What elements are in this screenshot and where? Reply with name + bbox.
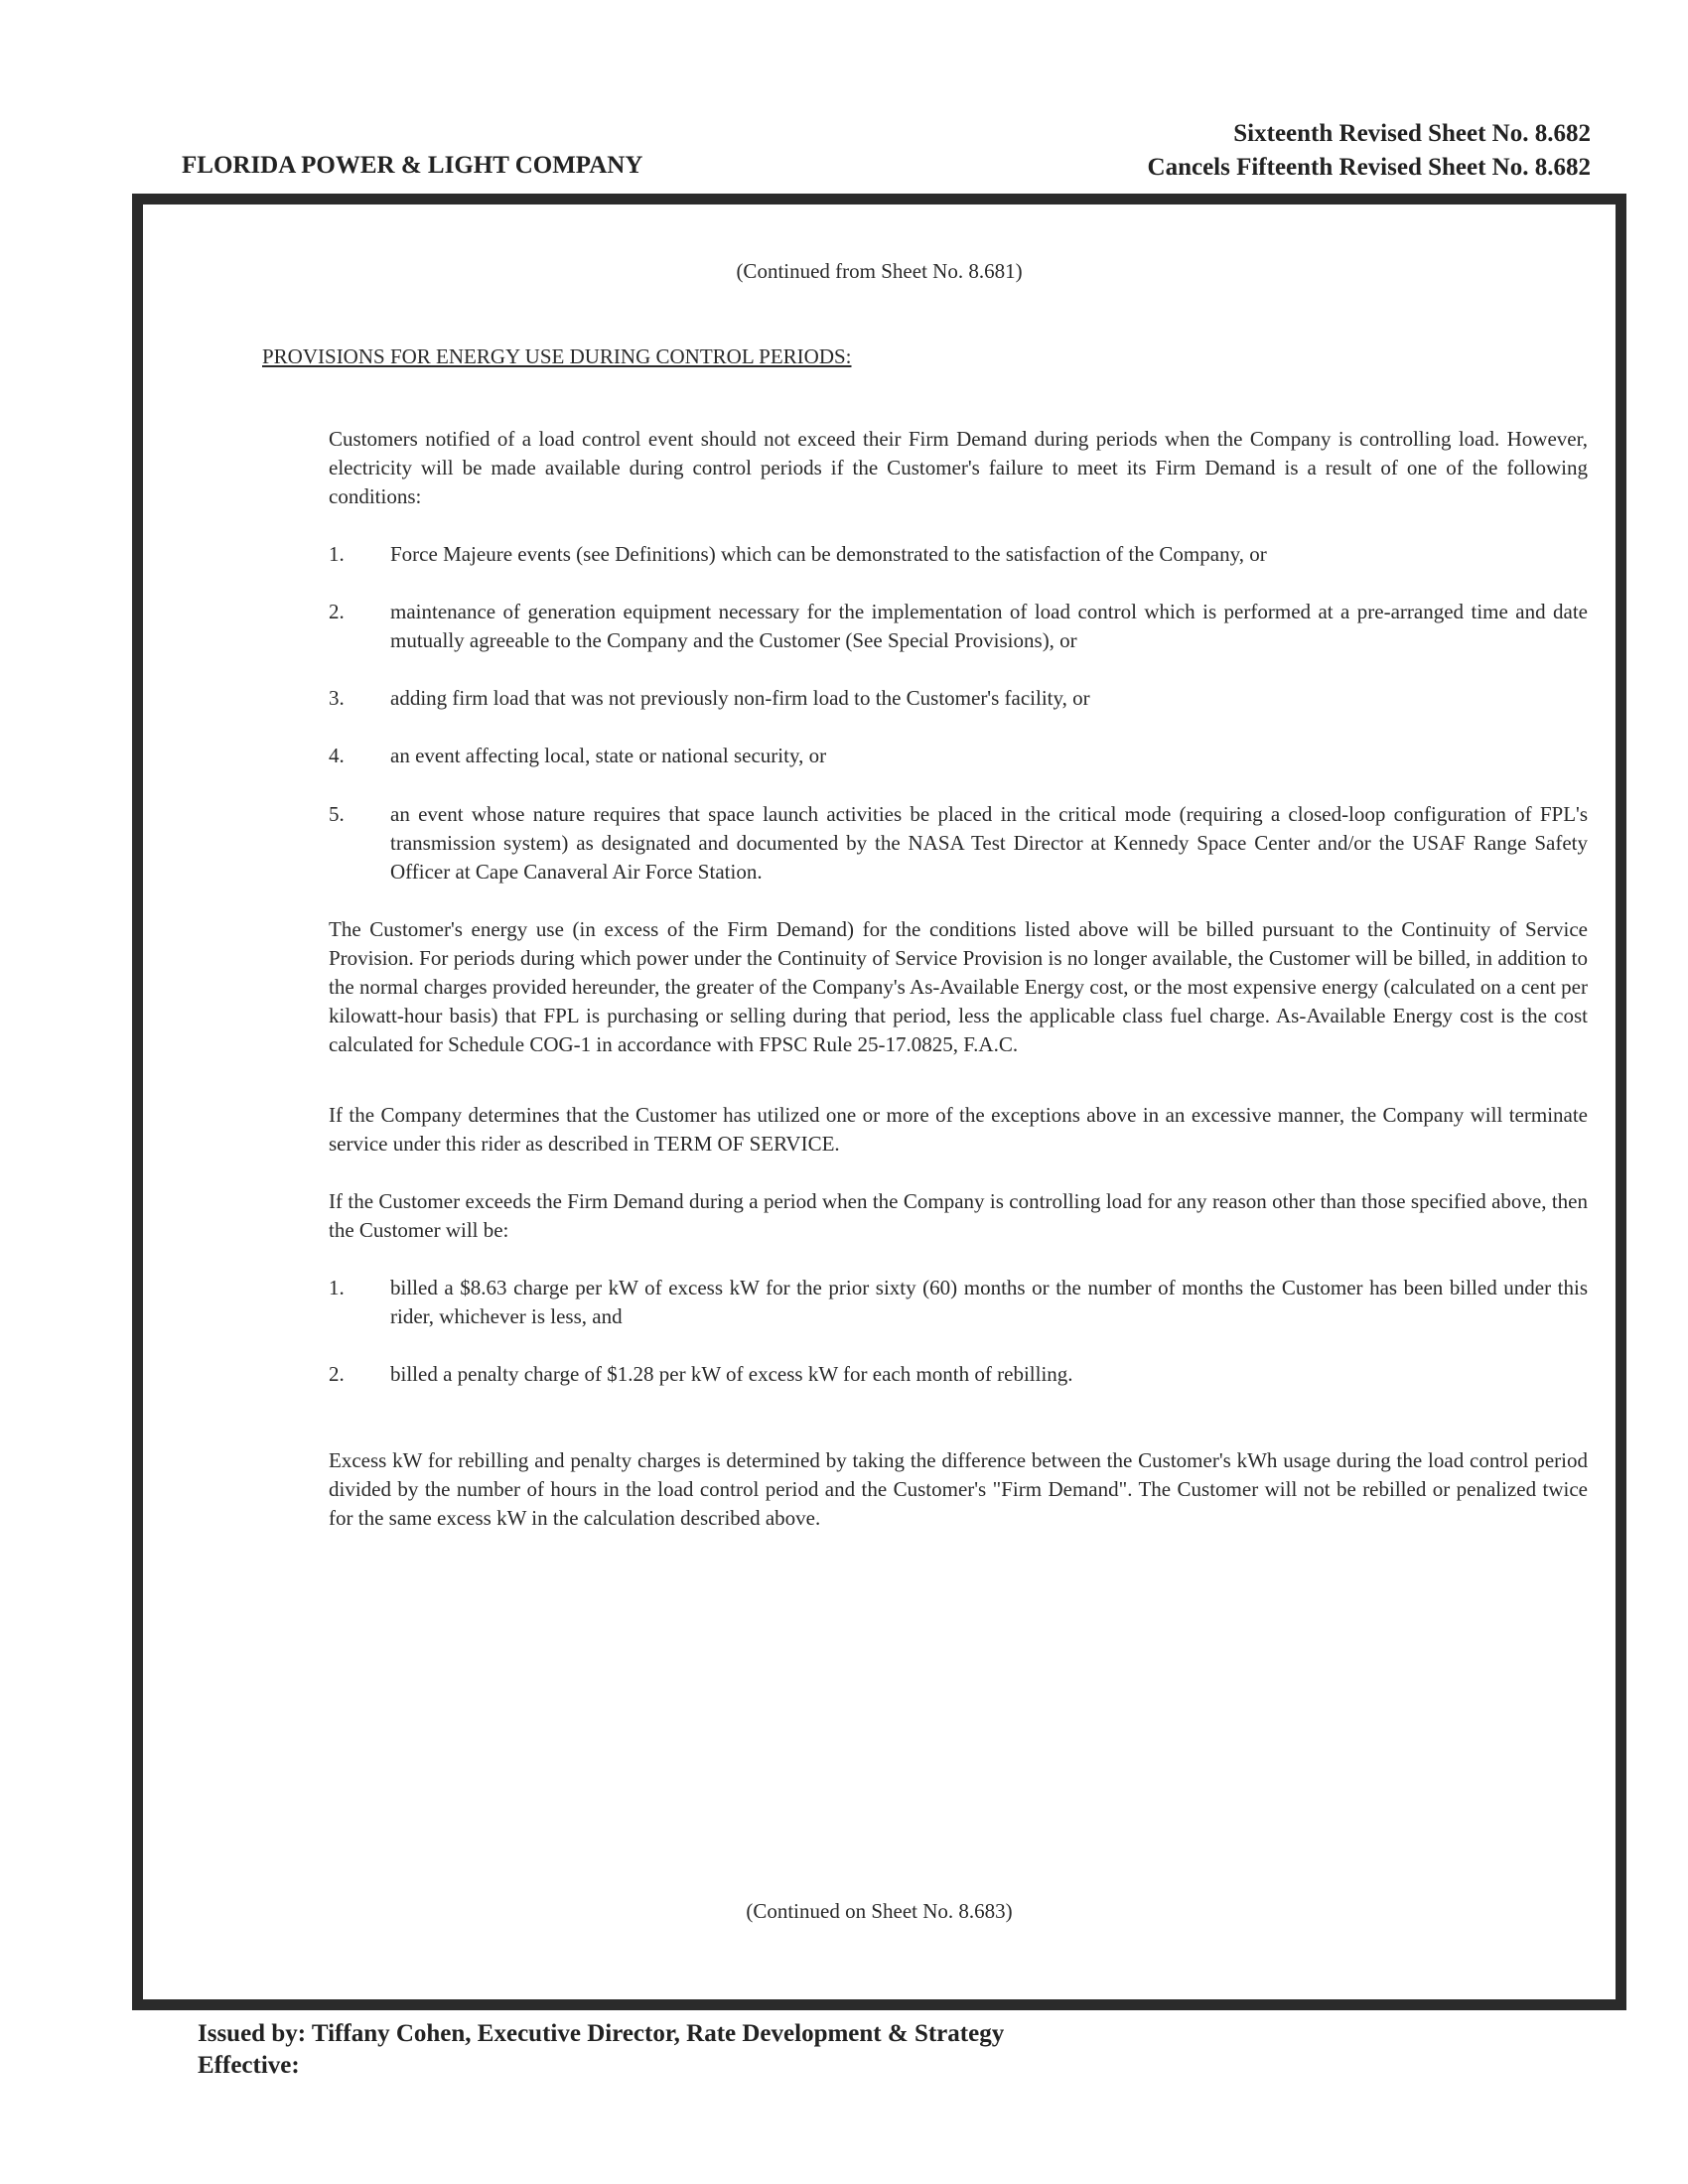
section-heading: PROVISIONS FOR ENERGY USE DURING CONTROL PERIODS: <box>262 344 852 368</box>
list-number: 2. <box>329 600 345 623</box>
excess-paragraph <box>329 1446 1588 1533</box>
condition-item <box>329 598 1588 655</box>
list-text: adding firm load that was not previously non-firm load to the Customer's facility, or <box>390 686 1090 710</box>
list-text: an event whose nature requires that space launch activities be placed in the critical mode (requiring a closed-loop configuration of FPL's transmission system) as designated and documented by the NASA Test Director at Kennedy Space Center and/or the USAF Range Safety Officer at Cape Canaveral Air Force Station. <box>390 802 1588 884</box>
issuance-footer <box>198 2018 1004 2082</box>
sheet-revision-header <box>1148 117 1591 185</box>
billing-paragraph <box>329 915 1588 1059</box>
list-text: maintenance of generation equipment necessary for the implementation of load control which is performed at a pre-arranged time and date mutually agreeable to the Company and the Customer (See Special Provisions), or <box>390 600 1588 652</box>
list-number: 1. <box>329 1276 345 1299</box>
intro-paragraph <box>329 425 1588 511</box>
list-text: billed a penalty charge of $1.28 per kW of excess kW for each month of rebilling. <box>390 1362 1073 1386</box>
condition-item <box>329 742 1588 770</box>
penalty-item <box>329 1274 1588 1331</box>
condition-item <box>329 800 1588 887</box>
exceptions-paragraph <box>329 1101 1588 1159</box>
list-number: 4. <box>329 744 345 767</box>
condition-item <box>329 540 1588 569</box>
paragraph-text: Customers notified of a load control event should not exceed their Firm Demand during periods when the Company is controlling load. However, electricity will be made available during control periods if the Customer's failure to meet its Firm Demand is a result of one of the following conditions: <box>329 427 1588 508</box>
paragraph-text: If the Customer exceeds the Firm Demand during a period when the Company is controlling load for any reason other than those specified above, then the Customer will be: <box>329 1189 1588 1242</box>
list-number: 2. <box>329 1362 345 1386</box>
tariff-sheet-frame <box>132 194 1626 2010</box>
sheet-cancels-line: Cancels Fifteenth Revised Sheet No. 8.682 <box>1147 154 1591 181</box>
exceeds-paragraph <box>329 1187 1588 1245</box>
list-number: 5. <box>329 802 345 826</box>
list-number: 3. <box>329 686 345 710</box>
effective-line: Effective: <box>198 2052 300 2079</box>
paragraph-text: The Customer's energy use (in excess of the Firm Demand) for the conditions listed above will be billed pursuant to the Continuity of Service Provision. For periods during which power under the Continuity of Service Provision is no longer available, the Customer will be billed, in addition to the normal charges provided hereunder, the greater of the Company's As-Available Energy cost, or the most expensive energy (calculated on a cent per kilowatt-hour basis) that FPL is purchasing or selling during that period, less the applicable class fuel charge. As-Available Energy cost is the cost calculated for Schedule COG-1 in accordance with FPSC Rule 25-17.0825, F.A.C. <box>329 917 1588 1056</box>
continued-from-note: (Continued from Sheet No. 8.681) <box>736 259 1023 283</box>
sheet-revision-line: Sixteenth Revised Sheet No. 8.682 <box>1233 120 1591 147</box>
continued-on-note: (Continued on Sheet No. 8.683) <box>746 1899 1013 1923</box>
list-text: an event affecting local, state or national security, or <box>390 744 827 767</box>
paragraph-text: Excess kW for rebilling and penalty charges is determined by taking the difference between the Customer's kWh usage during the load control period divided by the number of hours in the load control period and the Customer's "Firm Demand". The Customer will not be rebilled or penalized twice for the same excess kW in the calculation described above. <box>329 1448 1588 1530</box>
list-number: 1. <box>329 542 345 566</box>
issued-by-line: Issued by: Tiffany Cohen, Executive Director, Rate Development & Strategy <box>198 2020 1005 2047</box>
condition-item <box>329 684 1588 713</box>
list-text: Force Majeure events (see Definitions) which can be demonstrated to the satisfaction of the Company, or <box>390 542 1267 566</box>
company-name: FLORIDA POWER & LIGHT COMPANY <box>182 152 643 179</box>
paragraph-text: If the Company determines that the Customer has utilized one or more of the exceptions above in an excessive manner, the Company will terminate service under this rider as described in TERM OF SERVICE. <box>329 1103 1588 1156</box>
penalty-item <box>329 1360 1588 1389</box>
list-text: billed a $8.63 charge per kW of excess kW for the prior sixty (60) months or the number of months the Customer has been billed under this rider, whichever is less, and <box>390 1276 1588 1328</box>
